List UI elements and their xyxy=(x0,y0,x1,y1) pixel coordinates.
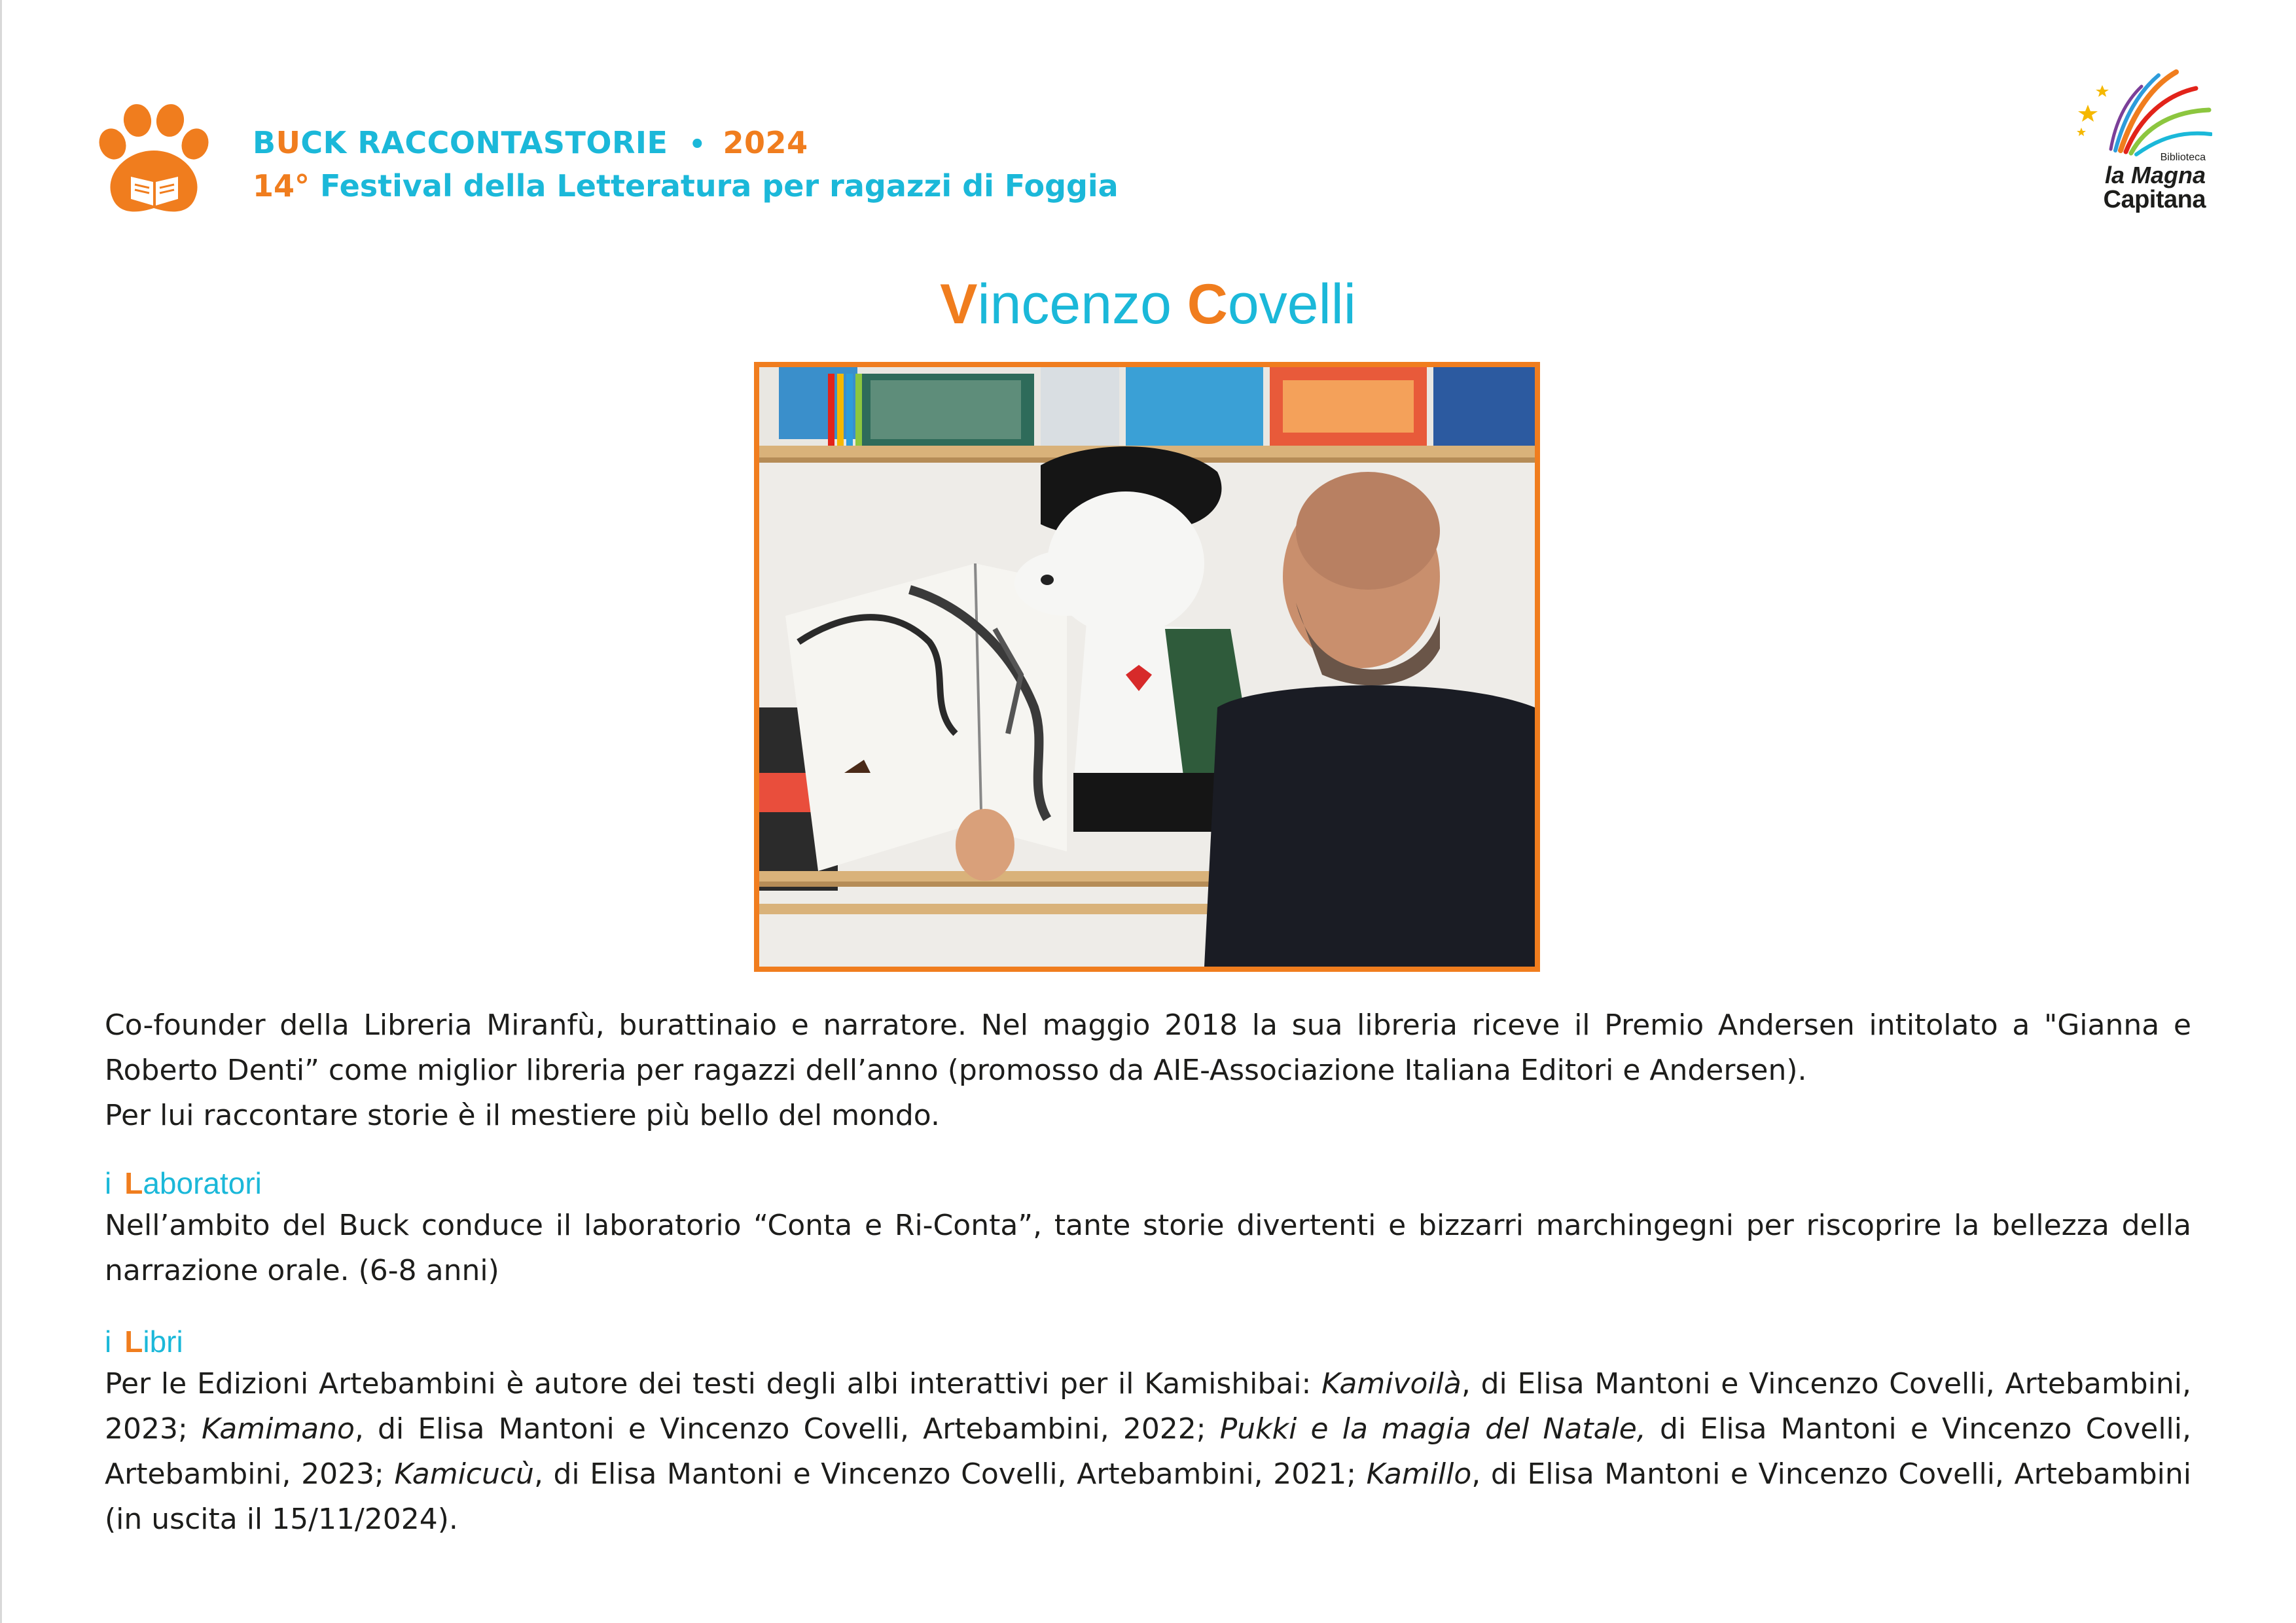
bullet-i: i xyxy=(105,1325,112,1359)
libri-text-2: , di Elisa Mantoni e Vincenzo Covelli, Artebambini, 2023; xyxy=(105,1367,2191,1446)
festival-edition: 14° xyxy=(253,168,321,204)
libri-text-4: di Elisa Mantoni e Vincenzo Covelli, Artebambini, 2023; xyxy=(105,1412,2191,1491)
bio-paragraph-1: Co-founder della Libreria Miranfù, burattinaio e narratore. Nel maggio 2018 la sua libreria riceve il Premio Andersen intitolato a "Gianna e Roberto Denti” come miglior libreria per ragazzi dell’anno (promosso da AIE-Associazione Italiana Editori e Andersen). xyxy=(105,1008,2191,1087)
section-laboratori xyxy=(105,1164,2191,1293)
page-title xyxy=(0,272,2296,337)
heading-initial: L xyxy=(124,1166,143,1200)
festival-name-rest: CK RACCONTASTORIE xyxy=(300,125,668,160)
book-title-kamimano: Kamimano xyxy=(201,1412,355,1446)
libri-text-6: , di Elisa Mantoni e Vincenzo Covelli, Artebambini (in uscita il 15/11/2024). xyxy=(105,1457,2191,1536)
title-last-name: ovelli xyxy=(1227,273,1356,336)
festival-year: 2024 xyxy=(723,125,808,160)
logo-biblioteca: Biblioteca xyxy=(2160,152,2206,163)
author-bio xyxy=(105,1003,2191,1138)
section-libri xyxy=(105,1322,2191,1542)
libri-heading xyxy=(105,1322,2191,1361)
title-initial-c: C xyxy=(1187,273,1228,336)
laboratori-text: Nell’ambito del Buck conduce il laboratorio “Conta e Ri-Conta”, tante storie divertenti e bizzarri marchingegni per riscoprire la bellezza della narrazione orale. (6-8 anni) xyxy=(105,1209,2191,1287)
logo-capitana: Capitana xyxy=(2103,186,2206,213)
book-title-kamillo: Kamillo xyxy=(1366,1457,1472,1491)
book-title-pukki: Pukki e la magia del Natale, xyxy=(1219,1412,1646,1446)
bullet-i: i xyxy=(105,1166,112,1200)
title-initial-v: V xyxy=(940,273,978,336)
biblioteca-logo-text xyxy=(2068,152,2206,212)
festival-subtitle-text: Festival della Letteratura per ragazzi di Foggia xyxy=(320,168,1119,204)
title-first-name: incenzo xyxy=(977,273,1187,336)
libri-text xyxy=(105,1361,2191,1542)
libri-text-1: Per le Edizioni Artebambini è autore dei testi degli albi interattivi per il Kamishibai: xyxy=(105,1367,1322,1400)
page-edge xyxy=(0,0,2,1623)
author-with-puppet-image xyxy=(759,367,1535,967)
separator-dot: • xyxy=(689,130,706,160)
festival-header xyxy=(253,123,1119,207)
heading-rest: ibri xyxy=(143,1325,183,1359)
libri-text-3: , di Elisa Mantoni e Vincenzo Covelli, Artebambini, 2022; xyxy=(354,1412,1220,1446)
heading-rest: aboratori xyxy=(143,1166,262,1200)
festival-name-u: U xyxy=(276,125,301,160)
bio-paragraph-2: Per lui raccontare storie è il mestiere più bello del mondo. xyxy=(105,1099,940,1132)
book-title-kamivoila: Kamivoilà xyxy=(1321,1367,1462,1400)
festival-subtitle xyxy=(253,164,1119,207)
book-title-kamicucu: Kamicucù xyxy=(394,1457,534,1491)
libri-text-5: , di Elisa Mantoni e Vincenzo Covelli, Artebambini, 2021; xyxy=(533,1457,1367,1491)
laboratori-heading xyxy=(105,1164,2191,1203)
paw-logo-icon xyxy=(97,103,212,219)
heading-initial: L xyxy=(124,1325,143,1359)
festival-name-b: B xyxy=(253,125,276,160)
logo-la-magna: la Magna xyxy=(2104,162,2206,188)
author-photo xyxy=(754,362,1540,972)
festival-name xyxy=(253,123,1119,164)
